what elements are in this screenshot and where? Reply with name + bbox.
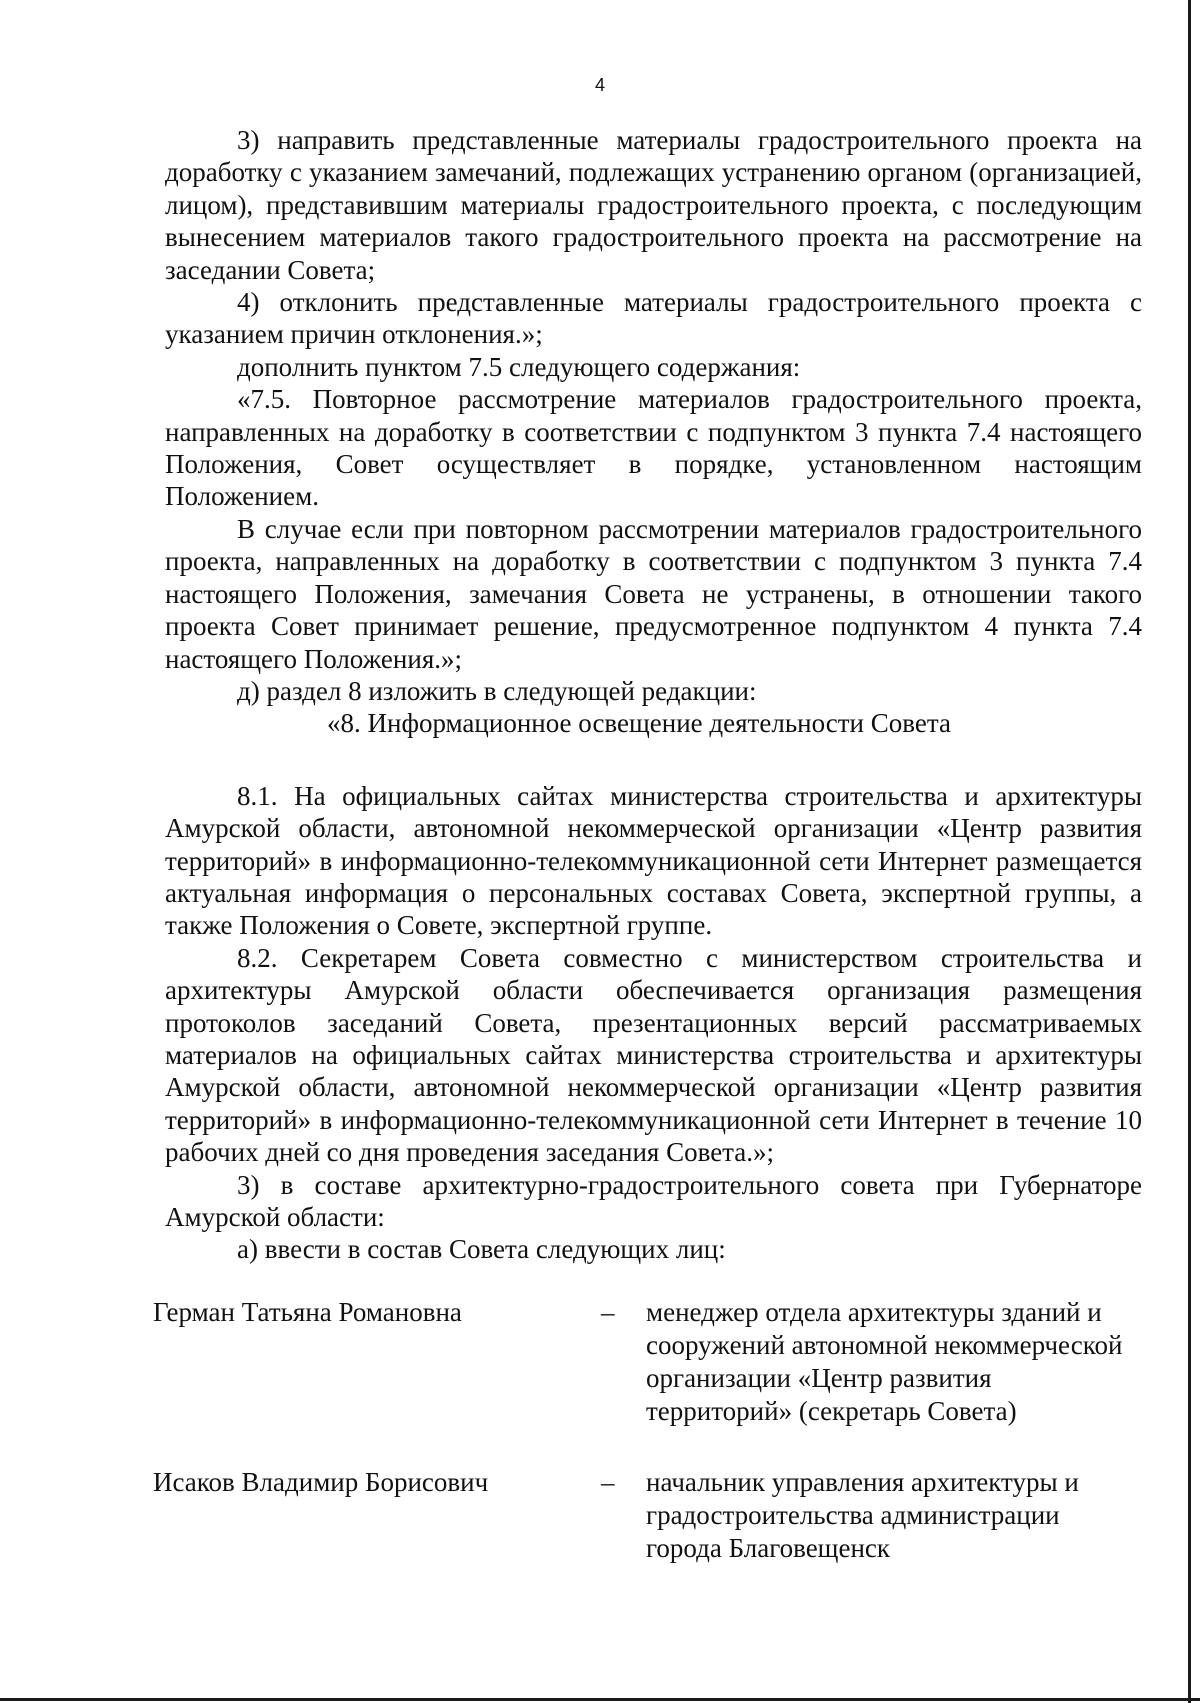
member-dash: –: [601, 1297, 615, 1327]
spacer: [165, 740, 1142, 780]
paragraph: 8.1. На официальных сайтах министерства строительства и архитектуры Амурской области, автономной некоммерческой организации «Центр развития территорий» в информационно-телекоммуникационной сети Интернет размещается актуальная информация о персональных составах Совета, экспертной группы, а также Положения о Совете, экспертной группе.: [165, 780, 1142, 941]
member-name: Исаков Владимир Борисович: [153, 1467, 489, 1497]
paragraph: 8.2. Секретарем Совета совместно с министерством строительства и архитектуры Амурской области обеспечивается организация размещения протоколов заседаний Совета, презентационных версий рассматриваемых материалов на официальных сайтах министерства строительства и архитектуры Амурской области, автономной некоммерческой организации «Центр развития территорий» в информационно-телекоммуникационной сети Интернет в течение 10 рабочих дней со дня проведения заседания Совета.»;: [165, 942, 1142, 1168]
paragraph: дополнить пунктом 7.5 следующего содержания:: [237, 351, 801, 382]
section-heading: «8. Информационное освещение деятельности Совета: [327, 708, 951, 739]
member-name: Герман Татьяна Романовна: [153, 1297, 462, 1327]
scan-edge-bottom: [0, 1698, 1200, 1701]
member-row: [153, 1466, 1143, 1565]
paragraph: В случае если при повторном рассмотрении материалов градостроительного проекта, направленных на доработку в соответствии с подпунктом 3 пункта 7.4 настоящего Положения, замечания Совета не устранены, в отношении такого проекта Совет принимает решение, предусмотренное подпунктом 4 пункта 7.4 настоящего Положения.»;: [165, 513, 1142, 674]
member-row: [153, 1296, 1143, 1428]
member-role: начальник управления архитектуры и градостроительства администрации города Благовещенск: [646, 1467, 1079, 1563]
member-role: менеджер отдела архитектуры зданий и сооружений автономной некоммерческой организации «Центр развития территорий» (секретарь Совета): [646, 1297, 1123, 1426]
scan-edge-right: [1188, 0, 1191, 1703]
document-body: [165, 124, 1142, 1266]
paragraph: а) ввести в состав Совета следующих лиц:: [237, 1234, 726, 1265]
paragraph: 3) направить представленные материалы градостроительного проекта на доработку с указанием замечаний, подлежащих устранению органом (организацией, лицом), представившим материалы градостроительного проекта, с последующим вынесением материалов такого градостроительного проекта на рассмотрение на заседании Совета;: [165, 125, 1142, 285]
member-dash: –: [601, 1467, 615, 1497]
paragraph: «7.5. Повторное рассмотрение материалов градостроительного проекта, направленных на доработку в соответствии с подпунктом 3 пункта 7.4 настоящего Положения, Совет осуществляет в порядке, установленном настоящим Положением.: [165, 384, 1142, 512]
members-list: [153, 1296, 1143, 1603]
page-number: 4: [594, 75, 605, 95]
paragraph: д) раздел 8 изложить в следующей редакции:: [237, 675, 757, 706]
paragraph: 4) отклонить представленные материалы градостроительного проекта с указанием причин отклонения.»;: [165, 287, 1142, 350]
paragraph: 3) в составе архитектурно-градостроительного совета при Губернаторе Амурской области:: [165, 1169, 1142, 1232]
